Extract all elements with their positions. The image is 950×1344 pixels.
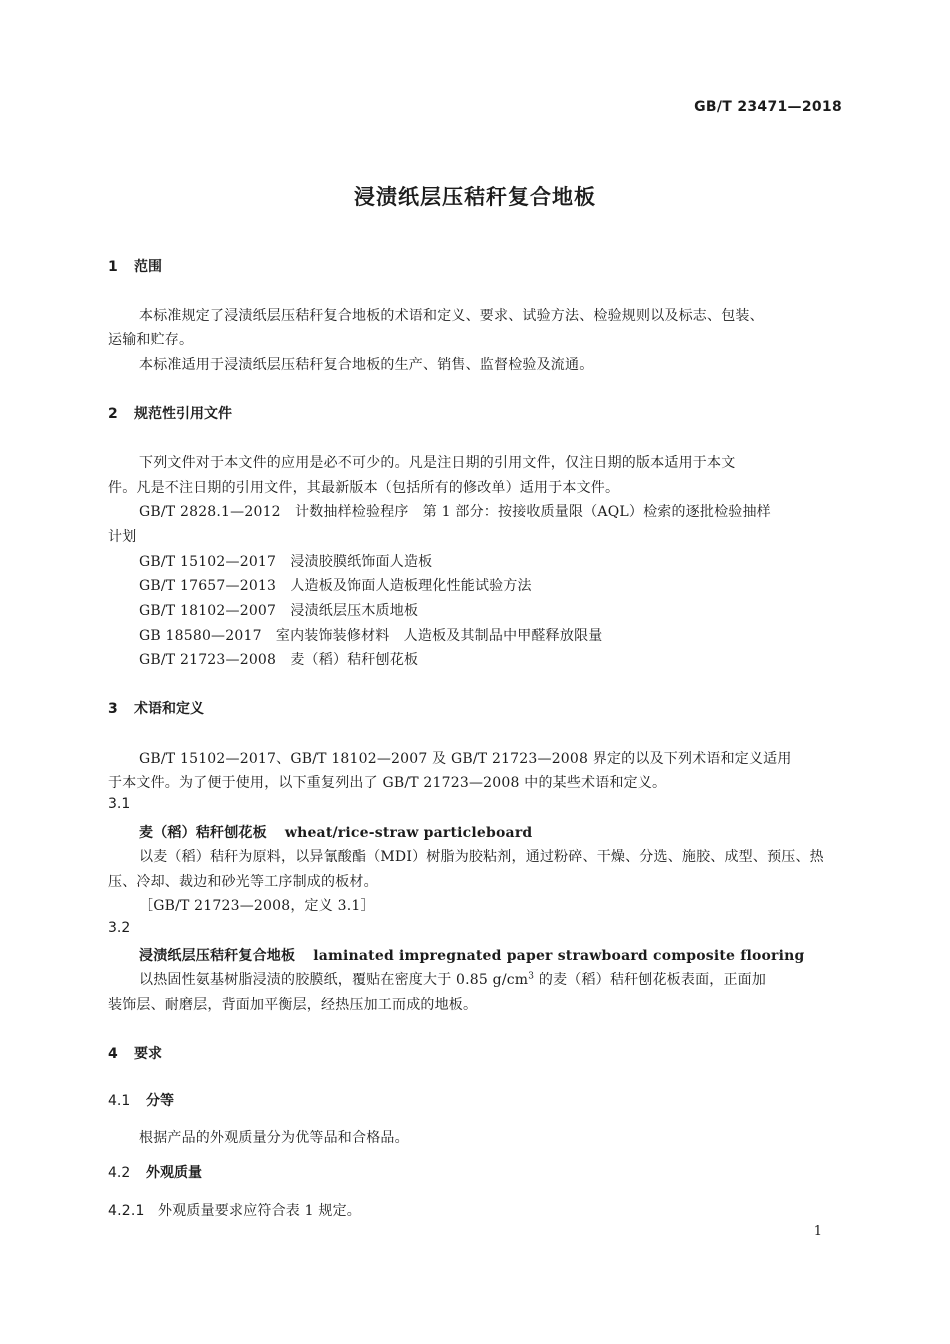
term-chinese: 浸渍纸层压秸秆复合地板 — [139, 948, 296, 964]
paragraph: 下列文件对于本文件的应用是必不可少的。凡是注日期的引用文件，仅注日期的版本适用于本文 — [139, 455, 736, 471]
reference-item: 计划 — [108, 529, 137, 545]
section-number: 4.2 — [108, 1165, 131, 1181]
term-number: 3.1 — [108, 796, 131, 812]
section-1-heading — [108, 256, 162, 276]
section-number: 1 — [108, 259, 118, 275]
section-number: 4 — [108, 1046, 118, 1062]
definition-text: 的麦（稻）秸秆刨花板表面，正面加 — [534, 972, 767, 988]
paragraph: 件。凡是不注日期的引用文件，其最新版本（包括所有的修改单）适用于本文件。 — [108, 480, 620, 496]
section-title: 分等 — [146, 1093, 174, 1109]
term-english: laminated impregnated paper strawboard composite flooring — [313, 948, 805, 964]
section-number: 2 — [108, 406, 118, 422]
page-title: 浸渍纸层压秸秆复合地板 — [354, 185, 596, 209]
reference-item: GB/T 2828.1—2012 计数抽样检验程序 第 1 部分：按接收质量限（AQL）检索的逐批检验抽样 — [139, 504, 771, 520]
section-title: 范围 — [134, 259, 162, 275]
reference-item: GB/T 17657—2013 人造板及饰面人造板理化性能试验方法 — [139, 578, 532, 594]
definition: 装饰层、耐磨层，背面加平衡层，经热压加工而成的地板。 — [108, 997, 478, 1013]
subsection-4-2-1 — [108, 1200, 361, 1220]
term-english: wheat/rice-straw particleboard — [284, 825, 533, 841]
paragraph: 根据产品的外观质量分为优等品和合格品。 — [139, 1130, 409, 1146]
section-number: 4.1 — [108, 1093, 131, 1109]
section-3-heading — [108, 698, 204, 718]
paragraph: 外观质量要求应符合表 1 规定。 — [158, 1203, 362, 1219]
section-number: 4.2.1 — [108, 1203, 145, 1219]
paragraph: 本标准适用于浸渍纸层压秸秆复合地板的生产、销售、监督检验及流通。 — [139, 357, 594, 373]
superscript: 3 — [528, 971, 535, 982]
page-number: 1 — [813, 1224, 822, 1239]
subsection-4-2-heading — [108, 1162, 202, 1182]
paragraph: 运输和贮存。 — [108, 332, 194, 348]
term-heading — [139, 945, 805, 965]
paragraph: 本标准规定了浸渍纸层压秸秆复合地板的术语和定义、要求、试验方法、检验规则以及标志、包装、 — [139, 308, 764, 324]
paragraph: GB/T 15102—2017、GB/T 18102—2007 及 GB/T 21723—2008 界定的以及下列术语和定义适用 — [139, 751, 792, 767]
reference-item: GB/T 18102—2007 浸渍纸层压木质地板 — [139, 603, 419, 619]
definition: 压、冷却、裁边和砂光等工序制成的板材。 — [108, 874, 378, 890]
reference-item: GB 18580—2017 室内装饰装修材料 人造板及其制品中甲醛释放限量 — [139, 628, 603, 644]
term-number: 3.2 — [108, 920, 131, 936]
definition-text: 以热固性氨基树脂浸渍的胶膜纸，覆贴在密度大于 0.85 g/cm — [139, 972, 529, 988]
section-title: 术语和定义 — [134, 701, 204, 717]
paragraph: 于本文件。为了便于使用，以下重复列出了 GB/T 21723—2008 中的某些术语和定义。 — [108, 775, 667, 791]
definition-source: ［GB/T 21723—2008，定义 3.1］ — [139, 898, 375, 914]
standard-code: GB/T 23471—2018 — [694, 99, 842, 115]
subsection-4-1-heading — [108, 1090, 174, 1110]
term-heading — [139, 822, 532, 842]
definition — [139, 969, 766, 989]
definition: 以麦（稻）秸秆为原料，以异氰酸酯（MDI）树脂为胶粘剂，通过粉碎、干燥、分选、施胶、成型、预压、热 — [139, 849, 824, 865]
section-number: 3 — [108, 701, 118, 717]
section-title: 外观质量 — [146, 1165, 202, 1181]
section-2-heading — [108, 403, 232, 423]
section-4-heading — [108, 1043, 162, 1063]
reference-item: GB/T 15102—2017 浸渍胶膜纸饰面人造板 — [139, 554, 433, 570]
reference-item: GB/T 21723—2008 麦（稻）秸秆刨花板 — [139, 652, 419, 668]
section-title: 规范性引用文件 — [134, 406, 232, 422]
term-chinese: 麦（稻）秸秆刨花板 — [139, 825, 267, 841]
section-title: 要求 — [134, 1046, 162, 1062]
